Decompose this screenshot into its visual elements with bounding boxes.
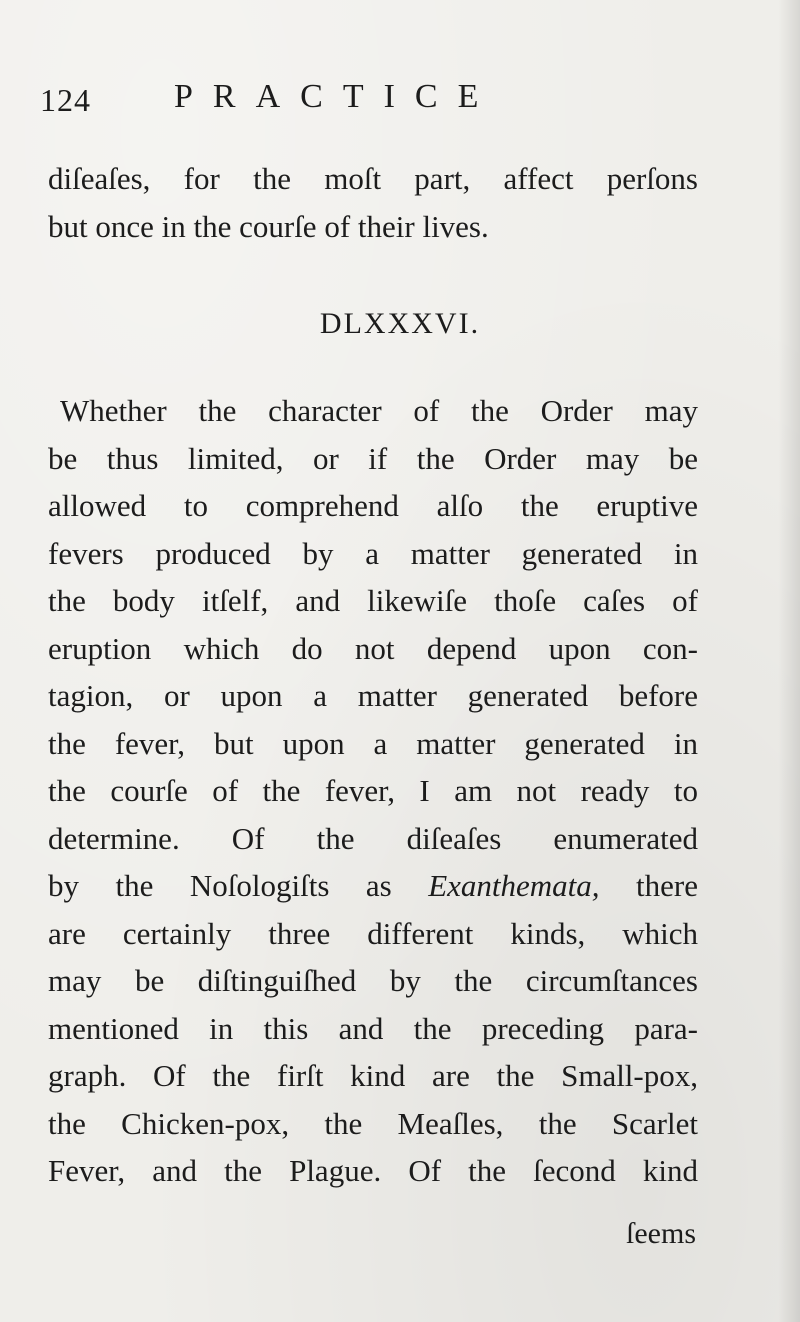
text-line: the body itſelf, and likewiſe thoſe caſes of [48, 583, 698, 618]
text-line: graph. Of the firſt kind are the Small-pox, [48, 1058, 698, 1093]
page-edge-shadow [778, 0, 800, 1322]
text-line: tagion, or upon a matter generated before [48, 678, 698, 713]
page-header [40, 78, 760, 128]
text-line: but once in the courſe of their lives. [48, 208, 489, 244]
text-line: the fever, but upon a matter generated in [48, 725, 698, 761]
text-line-with-italic [48, 862, 698, 910]
text-line: the courſe of the fever, I am not ready to [48, 773, 698, 808]
running-head: PRACTICE [174, 78, 499, 115]
italic-term: Exanthemata, [428, 868, 600, 903]
text-line: Fever, and the Plague. Of the ſecond kind [48, 1153, 698, 1188]
text-segment: by the Noſologiſts as [48, 868, 392, 903]
text-line: mentioned in this and the preceding para- [48, 1010, 698, 1046]
text-segment: there [636, 868, 698, 903]
text-line: eruption which do not depend upon con- [48, 630, 698, 666]
text-line: determine. Of the diſeaſes enumerated [48, 820, 698, 856]
section-number: DLXXXVI. [319, 307, 481, 340]
continued-paragraph [48, 155, 698, 250]
text-line: the Chicken-pox, the Meaſles, the Scarlet [48, 1105, 698, 1141]
text-line: diſeaſes, for the moſt part, affect perſons [48, 161, 698, 196]
text-line: Whether the character of the Order may [60, 393, 698, 428]
text-line: may be diſtinguiſhed by the circumſtances [48, 963, 698, 998]
text-line: allowed to comprehend alſo the eruptive [48, 488, 698, 523]
page-number: 124 [40, 82, 91, 118]
text-line: fevers produced by a matter generated in [48, 535, 698, 571]
text-line: be thus limited, or if the Order may be [48, 440, 698, 476]
catchword: ſeems [626, 1217, 696, 1250]
section-paragraph [48, 387, 698, 1195]
text-line: are certainly three different kinds, which [48, 915, 698, 951]
